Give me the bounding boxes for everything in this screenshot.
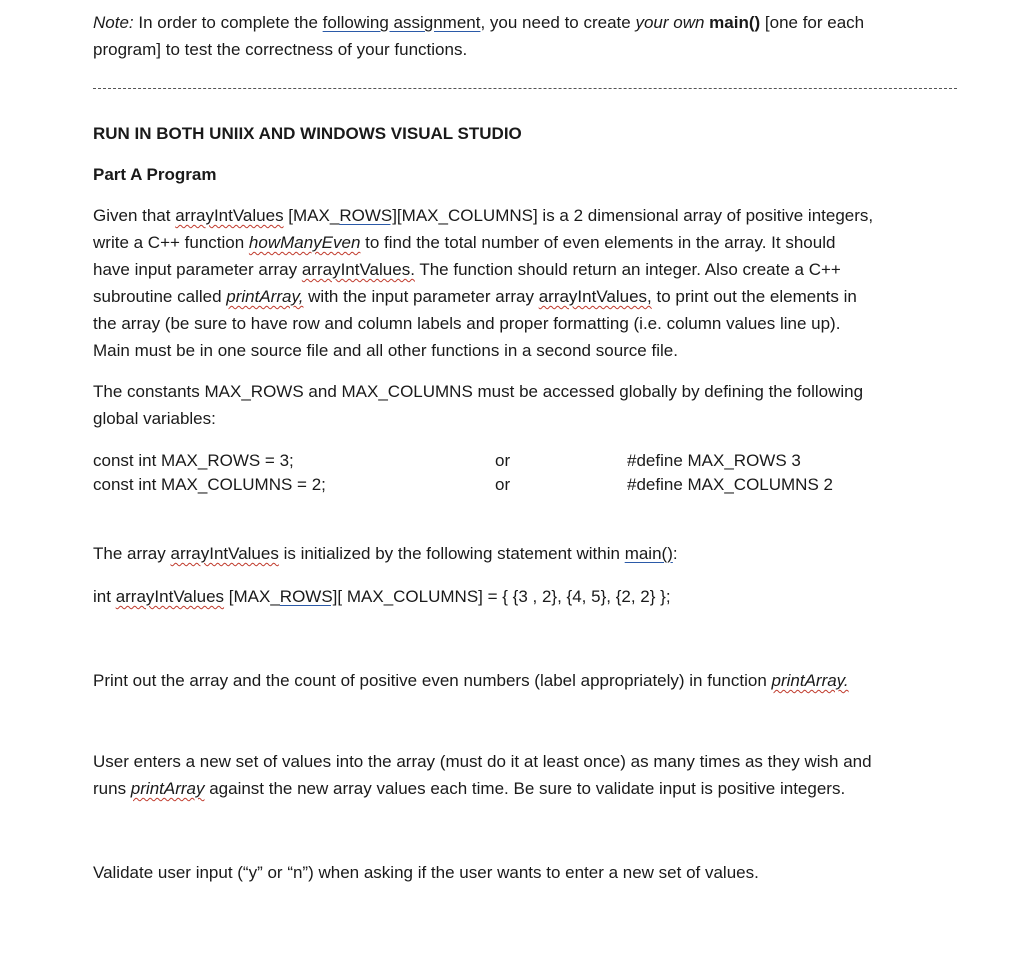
para1-line-5: the array (be sure to have row and column labels and proper formatting (i.e. column values line up). (93, 314, 841, 333)
init-line: The array arrayIntValues is initialized by the following statement within main(): (93, 544, 678, 563)
user-line-1: User enters a new set of values into the array (must do it at least once) as many times as they wish and (93, 752, 872, 771)
part-title: Part A Program (93, 165, 217, 184)
note-line-2: program] to test the correctness of your functions. (93, 40, 468, 59)
note-line-1: Note: In order to complete the following assignment, you need to create your own main() [one for each (93, 13, 865, 32)
assignment-link[interactable]: following assignment (322, 13, 481, 32)
user-line-2: runs printArray against the new array values each time. Be sure to validate input is positive integers. (93, 779, 846, 798)
define-rows: #define MAX_ROWS 3 (627, 451, 801, 470)
para2-line-2: global variables: (93, 409, 216, 428)
or-label-2: or (495, 475, 511, 494)
dashed-divider (93, 88, 957, 89)
define-columns: #define MAX_COLUMNS 2 (627, 475, 833, 494)
const-columns: const int MAX_COLUMNS = 2; (93, 475, 326, 494)
para1-line-3: have input parameter array arrayIntValues. The function should return an integer. Also create a C++ (93, 260, 841, 279)
para2-line-1: The constants MAX_ROWS and MAX_COLUMNS must be accessed globally by defining the following (93, 382, 864, 401)
declaration-line: int arrayIntValues [MAX_ROWS][ MAX_COLUMNS] = { {3 , 2}, {4, 5}, {2, 2} }; (93, 587, 671, 606)
para1-line-6: Main must be in one source file and all other functions in a second source file. (93, 341, 678, 360)
const-rows: const int MAX_ROWS = 3; (93, 451, 294, 470)
section-heading: RUN IN BOTH UNIIX AND WINDOWS VISUAL STUDIO (93, 124, 522, 143)
para1-line-4: subroutine called printArray, with the input parameter array arrayIntValues, to print out the elements in (93, 287, 857, 306)
note-label: Note: (93, 13, 134, 32)
print-instruction: Print out the array and the count of positive even numbers (label appropriately) in function printArray. (93, 671, 849, 690)
validate-line: Validate user input (“y” or “n”) when asking if the user wants to enter a new set of values. (93, 863, 759, 882)
or-label-1: or (495, 451, 511, 470)
para1-line-1: Given that arrayIntValues [MAX_ROWS][MAX_COLUMNS] is a 2 dimensional array of positive integers, (93, 206, 874, 225)
para1-line-2: write a C++ function howManyEven to find the total number of even elements in the array. It should (93, 233, 836, 252)
